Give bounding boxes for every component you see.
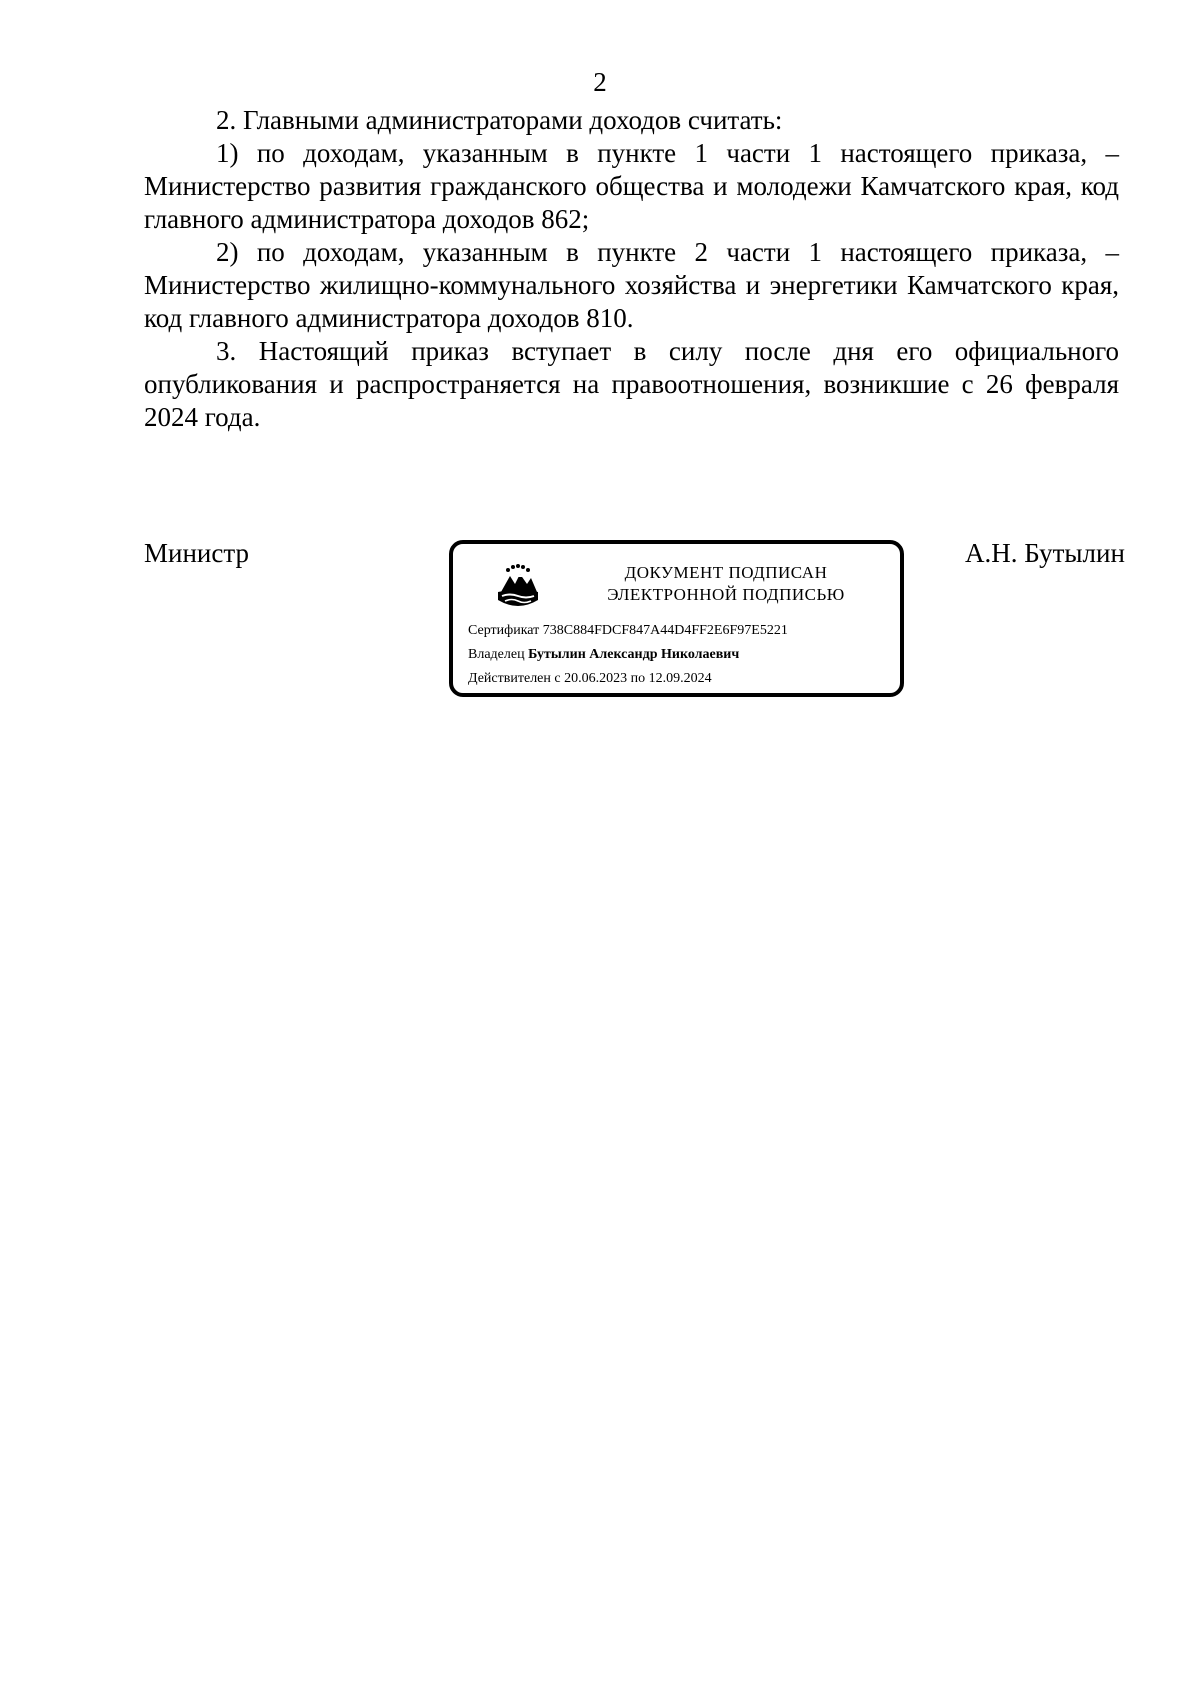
valid-label: Действителен (468, 671, 551, 686)
signatory-name: А.Н. Бутылин (965, 538, 1125, 568)
stamp-validity (468, 670, 712, 688)
valid-from: 20.06.2023 (564, 671, 628, 686)
certificate-label: Сертификат (468, 623, 540, 638)
valid-to: 12.09.2024 (648, 671, 712, 686)
paragraph-2-2: 2) по доходам, указанным в пункте 2 части 1 настоящего приказа, – Министерство жилищно-коммунального хозяйства и энергетики Камчатского края, код главного администратора доходов 810. (144, 237, 1119, 333)
paragraph-2-1: 1) по доходам, указанным в пункте 1 части 1 настоящего приказа, – Министерство развития гражданского общества и молодежи Камчатского края, код главного администратора доходов 862; (144, 138, 1119, 234)
valid-to-label: по (630, 671, 646, 686)
stamp-title-line2: ЭЛЕКТРОННОЙ ПОДПИСЬЮ (607, 585, 845, 604)
paragraph-3: 3. Настоящий приказ вступает в силу после дня его официального опубликования и распространяется на правоотношения, возникшие с 26 февраля 2024 года. (144, 336, 1119, 432)
paragraph-2: 2. Главными администраторами доходов считать: (216, 105, 783, 135)
electronic-signature-stamp (449, 540, 904, 697)
page-number: 2 (593, 67, 607, 97)
owner-value: Бутылин Александр Николаевич (528, 647, 740, 662)
signatory-role: Министр (144, 538, 249, 568)
document-body (144, 104, 1119, 434)
stamp-title (561, 562, 891, 606)
stamp-certificate (468, 622, 788, 640)
certificate-value: 738C884FDCF847A44D4FF2E6F97E5221 (542, 623, 788, 638)
valid-from-label: с (554, 671, 561, 686)
kamchatka-emblem-icon (493, 562, 543, 612)
stamp-owner (468, 646, 739, 664)
owner-label: Владелец (468, 647, 525, 662)
stamp-title-line1: ДОКУМЕНТ ПОДПИСАН (624, 563, 828, 582)
